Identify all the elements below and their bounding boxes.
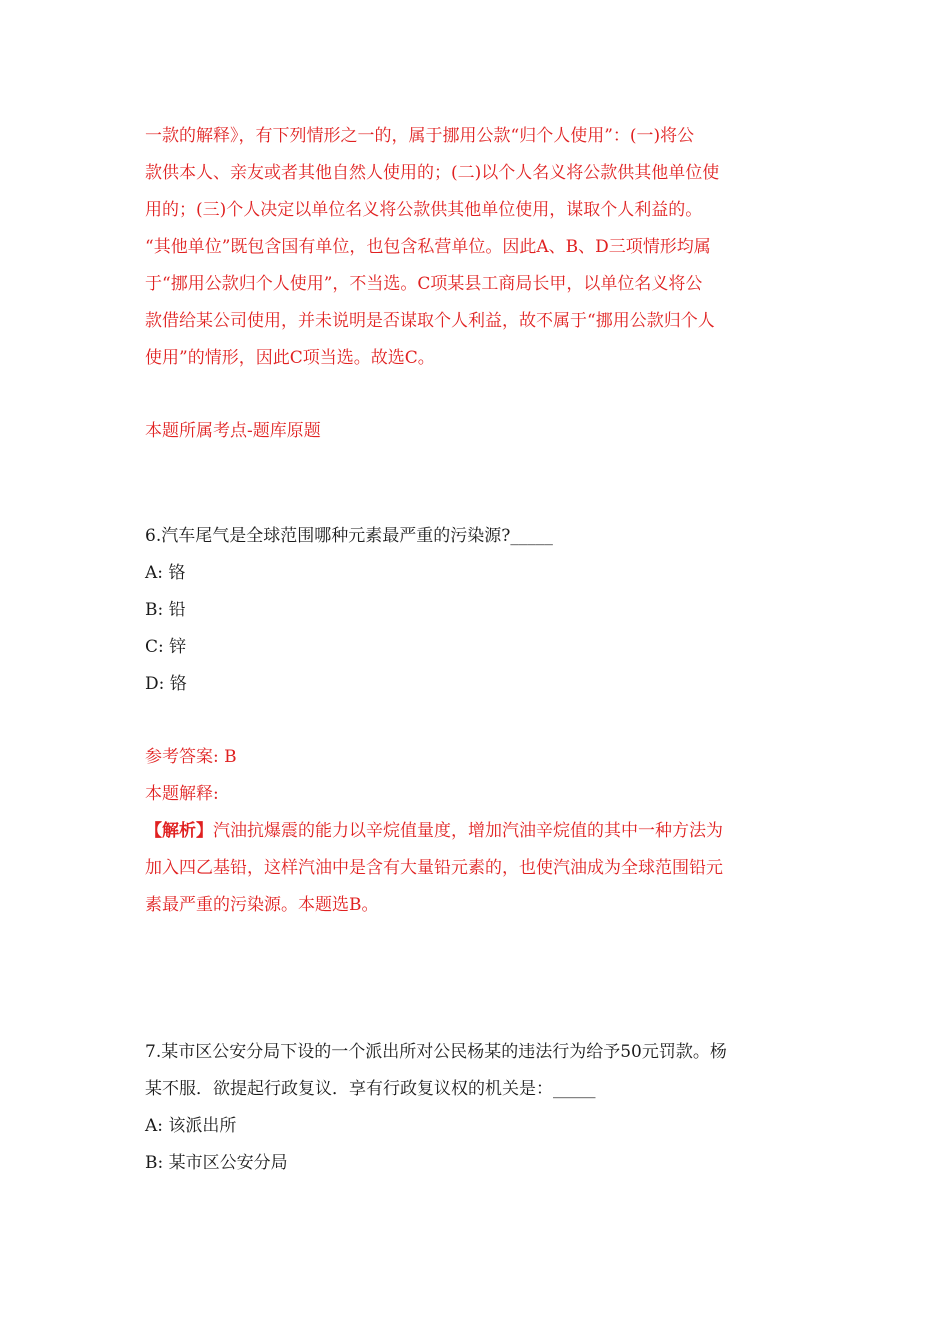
analysis-line: 加入四乙基铅，这样汽油中是含有大量铅元素的，也使汽油成为全球范围铅元	[145, 858, 723, 878]
analysis-tag: 【解析】	[145, 821, 213, 841]
explanation-line: 使用”的情形，因此C项当选。故选C。	[145, 348, 435, 368]
explanation-line: 一款的解释》，有下列情形之一的，属于挪用公款“归个人使用”：(一)将公	[145, 126, 695, 146]
analysis-line	[145, 813, 805, 850]
explanation-line: “其他单位”既包含国有单位，也包含私营单位。因此A、B、D三项情形均属	[145, 237, 711, 257]
explanation-label: 本题解释:	[145, 784, 219, 804]
question-text: 6.汽车尾气是全球范围哪种元素最严重的污染源?_____	[145, 526, 553, 546]
analysis-text: 汽油抗爆震的能力以辛烷值量度，增加汽油辛烷值的其中一种方法为	[213, 821, 723, 841]
option-b: B: 某市区公安分局	[145, 1153, 288, 1173]
explanation-line: 于“挪用公款归个人使用”，不当选。C项某县工商局长甲，以单位名义将公	[145, 274, 703, 294]
explanation-line: 用的；(三)个人决定以单位名义将公款供其他单位使用，谋取个人利益的。	[145, 200, 703, 220]
previous-explanation	[145, 118, 805, 377]
option-c: C: 锌	[145, 637, 187, 657]
explanation-line: 款借给某公司使用，并未说明是否谋取个人利益，故不属于“挪用公款归个人	[145, 311, 715, 331]
topic-label: 本题所属考点-题库原题	[145, 421, 321, 441]
option-b: B: 铅	[145, 600, 186, 620]
reference-answer: 参考答案: B	[145, 747, 237, 767]
question-text: 某不服．欲提起行政复议．享有行政复议权的机关是：_____	[145, 1079, 596, 1099]
analysis-line: 素最严重的污染源。本题选B。	[145, 895, 379, 915]
explanation-line: 款供本人、亲友或者其他自然人使用的；(二)以个人名义将公款供其他单位使	[145, 163, 720, 183]
question-6	[145, 518, 805, 924]
option-d: D: 铬	[145, 674, 187, 694]
option-a: A: 该派出所	[145, 1116, 237, 1136]
option-a: A: 铬	[145, 563, 186, 583]
document-page	[145, 118, 805, 1182]
question-7	[145, 1034, 805, 1182]
question-text: 7.某市区公安分局下设的一个派出所对公民杨某的违法行为给予50元罚款。杨	[145, 1042, 727, 1062]
